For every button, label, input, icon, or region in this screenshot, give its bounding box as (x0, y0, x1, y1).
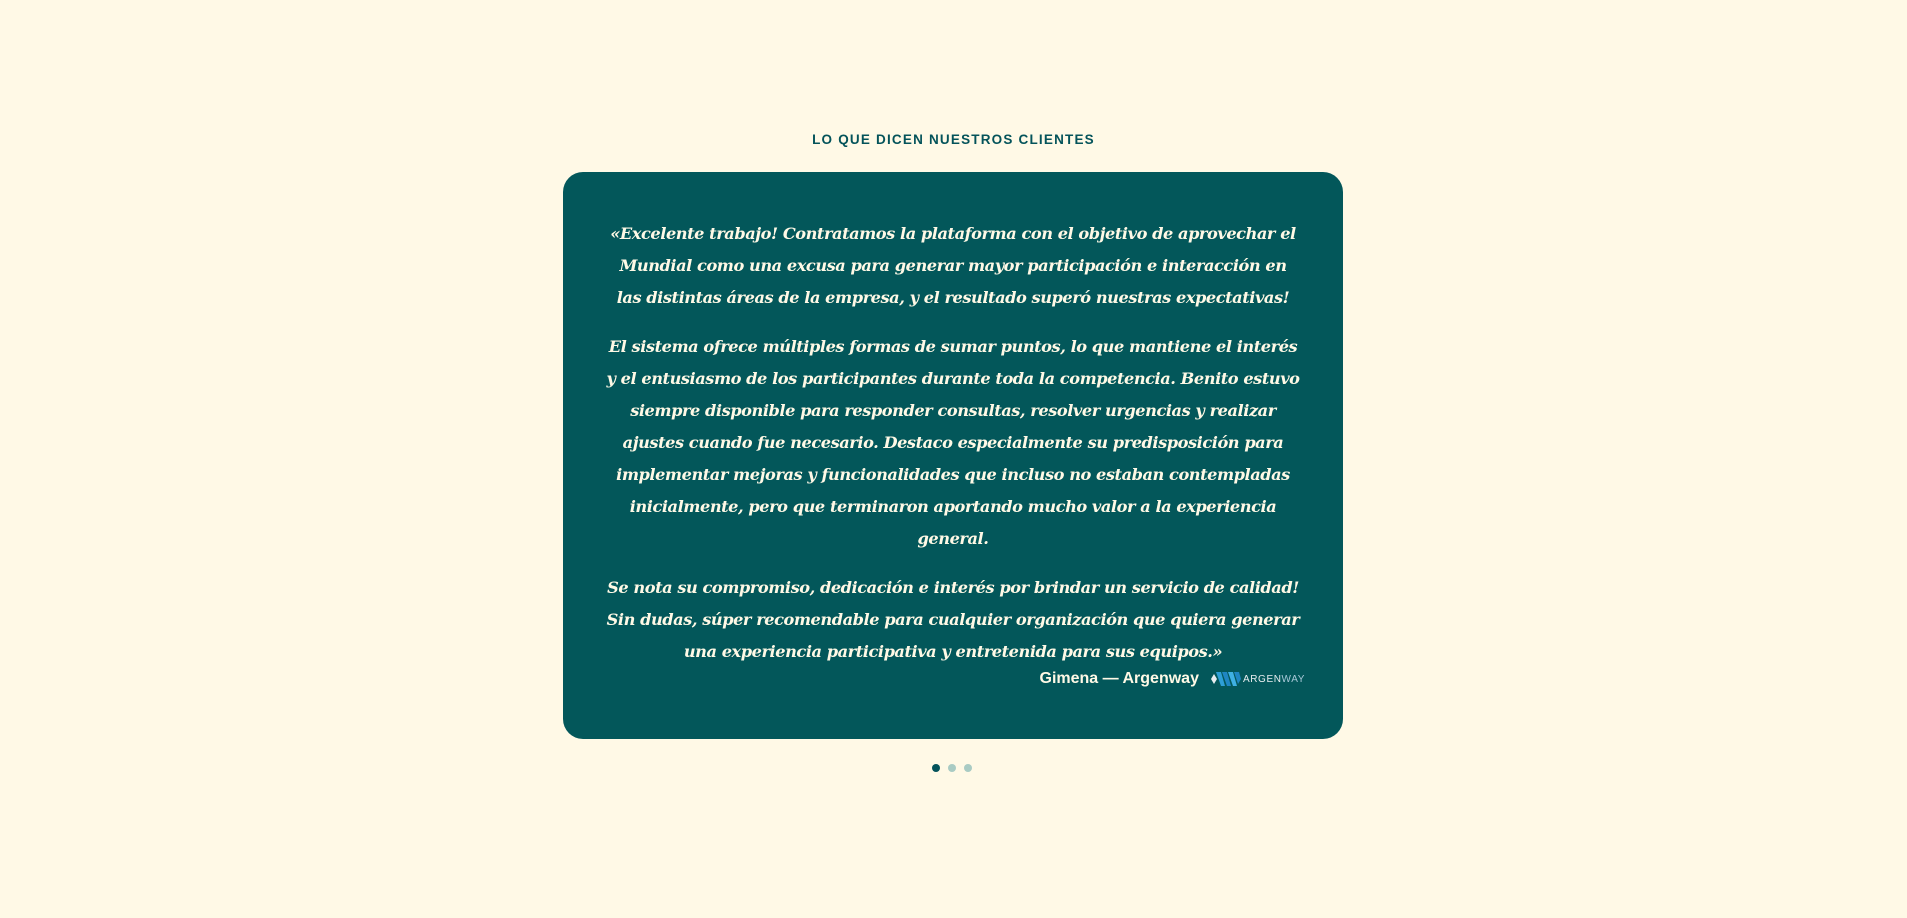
section-title: LO QUE DICEN NUESTROS CLIENTES (812, 132, 1095, 147)
company-logo (1211, 670, 1305, 688)
quote-paragraph-1: «Excelente trabajo! Contratamos la plataforma con el objetivo de aprovechar el Mundial como una excusa para generar mayor participación e interacción en las distintas áreas de la empresa, y el resultado superó nuestras expectativas! (610, 224, 1296, 307)
carousel-dot-2[interactable] (948, 764, 956, 772)
carousel-pagination (932, 764, 980, 772)
carousel-dot-3[interactable] (964, 764, 972, 772)
logo-wordmark (1243, 674, 1305, 685)
testimonial-quote (605, 218, 1301, 668)
testimonial-card (563, 172, 1343, 739)
logo-word-a: ARGEN (1242, 673, 1282, 685)
quote-paragraph-3: Se nota su compromiso, dedicación e interés por brindar un servicio de calidad! Sin dudas, súper recomendable para cualquier organización que quiera generar una experiencia participativa y entretenida para sus equipos.» (606, 578, 1300, 661)
carousel-dot-1[interactable] (932, 764, 940, 772)
logo-word-b: WAY (1281, 673, 1305, 685)
quote-paragraph-2: El sistema ofrece múltiples formas de sumar puntos, lo que mantiene el interés y el entusiasmo de los participantes durante toda la competencia. Benito estuvo siempre disponible para responder consultas, resolver urgencias y realizar ajustes cuando fue necesario. Destaco especialmente su predisposición para implementar mejoras y funcionalidades que incluso no estaban contempladas inicialmente, pero que terminaron aportando mucho valor a la experiencia general. (606, 337, 1300, 548)
author-name: Gimena — Argenway (1039, 670, 1199, 687)
argenway-logo-icon (1211, 670, 1241, 688)
testimonial-author (1040, 670, 1305, 688)
